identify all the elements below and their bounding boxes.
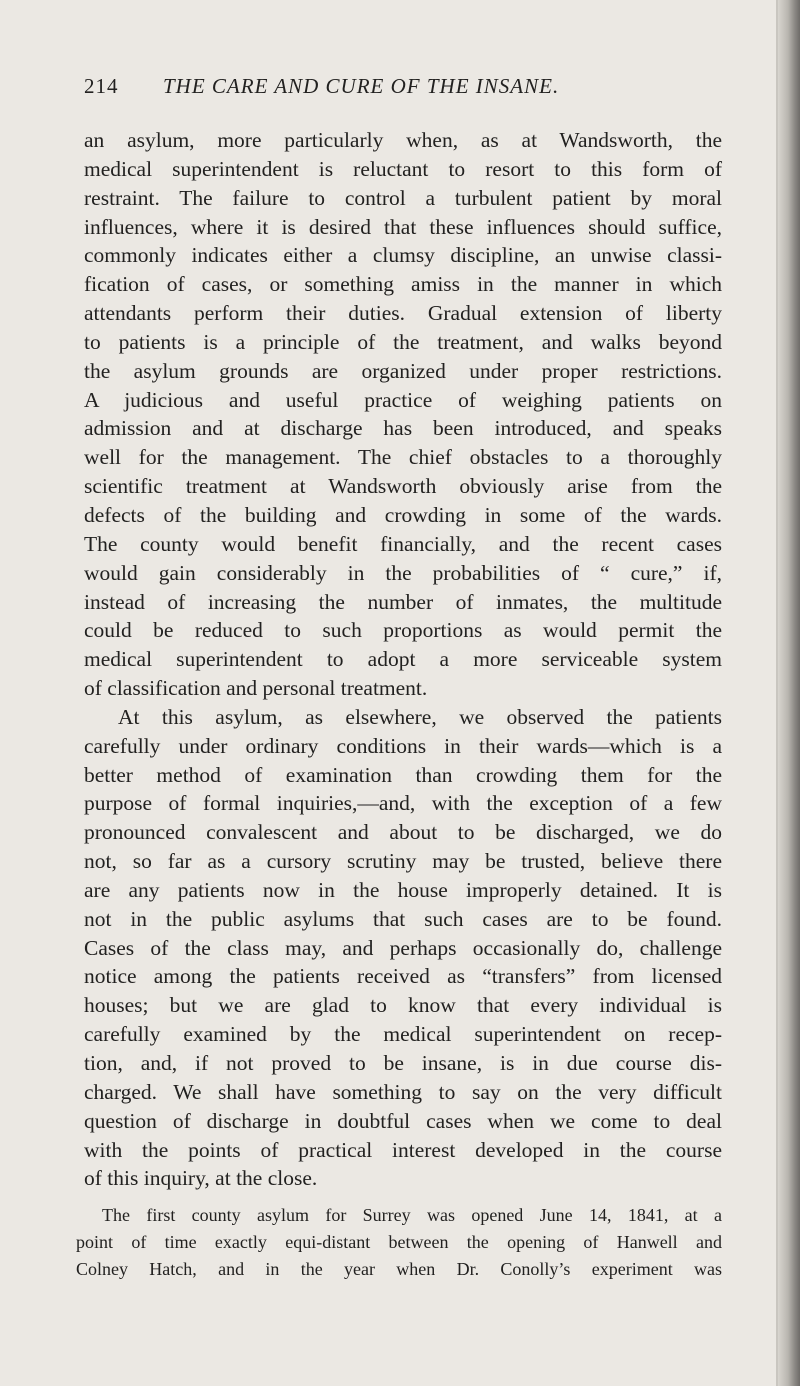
text-line: carefully under ordinary conditions in their wards—which is a (84, 733, 722, 758)
text-line: influences, where it is desired that these influences should suffice, (84, 214, 722, 239)
text-line: an asylum, more particularly when, as at Wandsworth, the (84, 128, 722, 152)
text-line: fication of cases, or something amiss in the manner in which (84, 272, 722, 297)
text-line: Cases of the class may, and perhaps occasionally do, challenge (84, 935, 722, 960)
text-line: charged. We shall have something to say on the very difficult (84, 1079, 722, 1104)
paragraph-1 (84, 126, 722, 703)
paragraph-2 (84, 703, 722, 1193)
text-line: admission and at discharge has been introduced, and speaks (84, 416, 722, 441)
text-line: restraint. The failure to control a turbulent patient by moral (84, 185, 722, 210)
text-line: houses; but we are glad to know that every individual is (84, 993, 722, 1018)
text-line: At this asylum, as elsewhere, we observed the patients (118, 704, 722, 729)
text-line: would gain considerably in the probabilities of “ cure,” if, (84, 560, 722, 585)
text-line: Colney Hatch, and in the year when Dr. Conolly’s experiment was (76, 1259, 722, 1279)
text-line: not, so far as a cursory scrutiny may be trusted, believe there (84, 849, 722, 874)
text-line: notice among the patients received as “transfers” from licensed (84, 964, 722, 989)
text-line: commonly indicates either a clumsy discipline, an unwise classi- (84, 243, 722, 268)
text-line: better method of examination than crowding them for the (84, 762, 722, 787)
text-line: scientific treatment at Wandsworth obviously arise from the (84, 474, 722, 499)
text-line: of this inquiry, at the close. (84, 1166, 318, 1191)
text-line: question of discharge in doubtful cases when we come to deal (84, 1108, 722, 1133)
text-line: medical superintendent is reluctant to resort to this form of (84, 156, 722, 181)
page-number: 214 (84, 74, 119, 98)
text-line: carefully examined by the medical superintendent on recep- (84, 1022, 722, 1047)
text-line: tion, and, if not proved to be insane, is in due course dis- (84, 1051, 722, 1075)
text-line: attendants perform their duties. Gradual extension of liberty (84, 301, 722, 326)
text-line: defects of the building and crowding in some of the wards. (84, 502, 722, 527)
text-line: to patients is a principle of the treatment, and walks beyond (84, 329, 722, 354)
text-line: well for the management. The chief obstacles to a thoroughly (84, 445, 722, 470)
text-line: are any patients now in the house improperly detained. It is (84, 877, 722, 902)
text-line: with the points of practical interest developed in the course (84, 1137, 722, 1162)
page-edge-shadow (778, 0, 800, 1386)
text-line: The county would benefit financially, and the recent cases (84, 531, 722, 556)
text-line: the asylum grounds are organized under proper restrictions. (84, 358, 722, 383)
text-line: could be reduced to such proportions as would permit the (84, 618, 722, 643)
text-line: pronounced convalescent and about to be discharged, we do (84, 820, 722, 845)
text-line: The first county asylum for Surrey was opened June 14, 1841, at a (102, 1205, 722, 1225)
running-title: THE CARE AND CURE OF THE INSANE. (163, 74, 560, 98)
text-line: purpose of formal inquiries,—and, with the exception of a few (84, 791, 722, 816)
running-header (84, 74, 724, 104)
body-text (84, 126, 722, 1193)
text-line: point of time exactly equi-distant between the opening of Hanwell and (76, 1232, 722, 1252)
text-line: instead of increasing the number of inmates, the multitude (84, 589, 722, 614)
text-line: A judicious and useful practice of weighing patients on (84, 387, 722, 412)
text-line: not in the public asylums that such cases are to be found. (84, 906, 722, 931)
text-line: of classification and personal treatment. (84, 676, 428, 701)
text-line: medical superintendent to adopt a more serviceable system (84, 647, 722, 672)
closing-paragraph (76, 1202, 722, 1283)
